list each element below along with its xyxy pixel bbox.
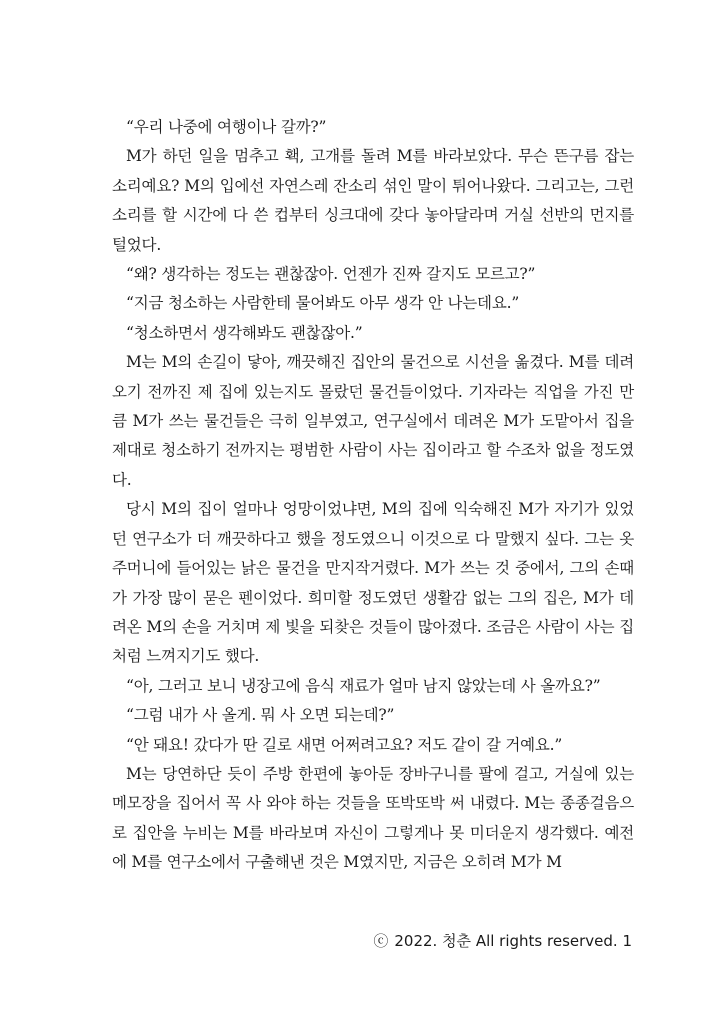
page-footer xyxy=(373,930,632,951)
body-text xyxy=(112,113,634,878)
paragraph: “지금 청소하는 사람한테 물어봐도 아무 생각 안 나는데요.” xyxy=(126,294,520,313)
paragraph: M는 M의 손길이 닿아, 깨끗해진 집안의 물건으로 시선을 옮겼다. M를 데려오기 전까진 제 집에 있는지도 몰랐던 물건들이었다. 기자라는 직업을 가진 만큼 M가 쓰는 물건들은 극히 일부였고, 연구실에서 데려온 M가 도맡아서 집을 제대로 청소하기 전까지는 평범한 사람이 사는 집이라고 할 수조차 없을 정도였다. xyxy=(112,353,634,489)
paragraph: “아, 그러고 보니 냉장고에 음식 재료가 얼마 남지 않았는데 사 올까요?” xyxy=(126,676,601,695)
paragraph: 당시 M의 집이 얼마나 엉망이었냐면, M의 집에 익숙해진 M가 자기가 있었던 연구소가 더 깨끗하다고 했을 정도였으니 이것으로 다 말했지 싶다. 그는 옷 주머니에 들어있는 낡은 물건을 만지작거렸다. M가 쓰는 것 중에서, 그의 손때가 가장 많이 묻은 펜이었다. 희미할 정도였던 생활감 없는 그의 집은, M가 데려온 M의 손을 거치며 제 빛을 되찾은 것들이 많아졌다. 조금은 사람이 사는 집처럼 느껴지기도 했다. xyxy=(112,500,634,666)
paragraph: “왜? 생각하는 정도는 괜찮잖아. 언젠가 진짜 갈지도 모르고?” xyxy=(126,265,536,284)
paragraph: M가 하던 일을 멈추고 홱, 고개를 돌려 M를 바라보았다. 무슨 뜬구름 잡는 소리예요? M의 입에선 자연스레 잔소리 섞인 말이 튀어나왔다. 그리고는, 그런 소리를 할 시간에 다 쓴 컵부터 싱크대에 갖다 놓아달라며 거실 선반의 먼지를 털었다. xyxy=(112,147,634,254)
paragraph: “안 돼요! 갔다가 딴 길로 새면 어쩌려고요? 저도 같이 갈 거예요.” xyxy=(126,735,563,754)
paragraph: “청소하면서 생각해봐도 괜찮잖아.” xyxy=(126,323,363,342)
paragraph: “그럼 내가 사 올게. 뭐 사 오면 되는데?” xyxy=(126,706,395,725)
copyright-icon: ⓒ xyxy=(373,932,389,950)
paragraph: “우리 나중에 여행이나 갈까?” xyxy=(126,118,327,136)
footer-text: 2022. 청춘 All rights reserved. 1 xyxy=(394,932,632,950)
paragraph: M는 당연하단 듯이 주방 한편에 놓아둔 장바구니를 팔에 걸고, 거실에 있는 메모장을 집어서 꼭 사 와야 하는 것들을 또박또박 써 내렸다. M는 종종걸음으로 집안을 누비는 M를 바라보며 자신이 그렇게나 못 미더운지 생각했다. 예전에 M를 연구소에서 구출해낸 것은 M였지만, 지금은 오히려 M가 M xyxy=(112,764,634,872)
